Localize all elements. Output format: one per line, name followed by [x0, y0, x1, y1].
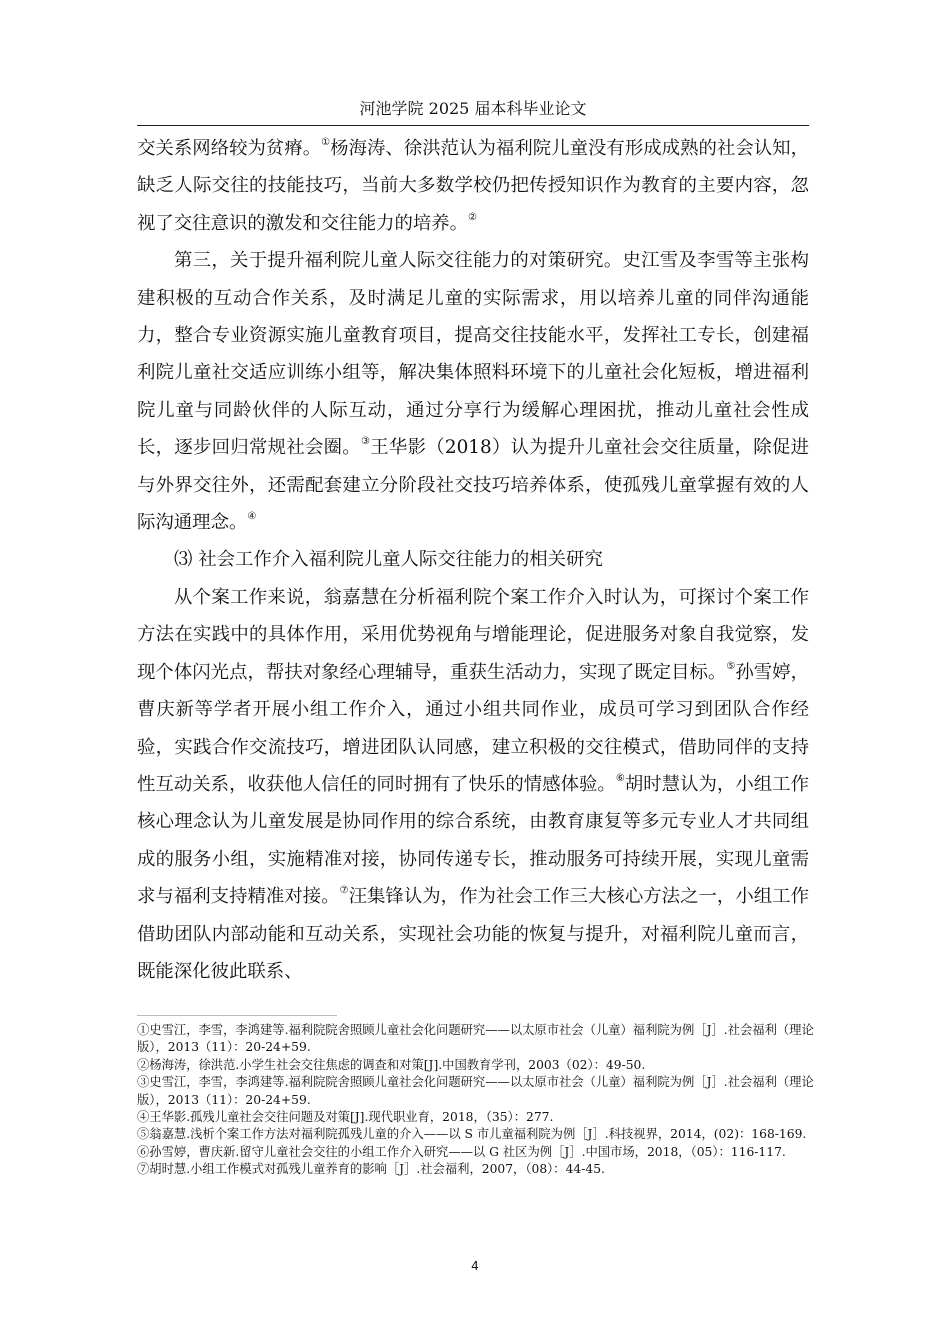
footnote-ref-3[interactable]: ③ [360, 436, 371, 448]
paragraph-3 [137, 579, 809, 990]
paragraph-1-text-a: 交关系网络较为贫瘠。 [137, 138, 322, 159]
footnote-2: ②杨海涛，徐洪范.小学生社会交往焦虑的调查和对策[J].中国教育学刊，2003（02）：49-50. [137, 1057, 646, 1072]
header-rule [137, 125, 809, 126]
footnote-ref-7[interactable]: ⑦ [339, 885, 349, 897]
footnote-ref-4[interactable]: ④ [247, 511, 257, 523]
footnote-ref-2[interactable]: ② [468, 211, 478, 223]
running-header: 河池学院 2025 届本科毕业论文 [359, 99, 587, 118]
footnote-7: ⑦胡时慧.小组工作模式对孤残儿童养育的影响［J］.社会福利，2007，（08）：44-45. [137, 1162, 605, 1177]
footnote-ref-5[interactable]: ⑤ [726, 660, 736, 672]
footnote-ref-1[interactable]: ① [321, 137, 331, 148]
paragraph-2-text-b: 王华影（2018）认为提升儿童社会交往质量，除促进与外界交往外，还需配套建立分阶段社交技巧培养体系，使孤残儿童掌握有效的人际沟通理念。 [137, 437, 809, 534]
paragraph-3-text-d: 汪集锋认为，作为社会工作三大核心方法之一，小组工作借助团队内部动能和互动关系，实现社会功能的恢复与提升，对福利院儿童而言，既能深化彼此联系、 [137, 886, 809, 982]
paragraph-3-text-b: 孙雪婷，曹庆新等学者开展小组工作介入，通过小组共同作业，成员可学习到团队合作经验，实践合作交流技巧，增进团队认同感，建立积极的交往模式，借助同伴的支持性互动关系，收获他人信任的同时拥有了快乐的情感体验。 [137, 661, 809, 795]
footnote-1: ①史雪江，李雪，李鸿建等.福利院院舍照顾儿童社会化问题研究——以太原市社会（儿童）福利院为例［J］.社会福利（理论版），2013（11）：20-24+59. [137, 1023, 814, 1055]
paragraph-1 [137, 130, 809, 242]
paragraph-2 [137, 242, 809, 541]
section-subheading: ⑶ 社会工作介入福利院儿童人际交往能力的相关研究 [174, 549, 603, 571]
paragraph-3-text-a: 从个案工作来说，翁嘉慧在分析福利院个案工作介入时认为，可探讨个案工作方法在实践中的具体作用，采用优势视角与增能理论，促进服务对象自我觉察，发现个体闪光点，帮扶对象经心理辅导，重获生活动力，实现了既定目标。 [137, 586, 809, 683]
paragraph-1-text-b: 杨海涛、徐洪范认为福利院儿童没有形成成熟的社会认知，缺乏人际交往的技能技巧，当前大多数学校仍把传授知识作为教育的主要内容，忽视了交往意识的激发和交往能力的培养。 [137, 138, 809, 234]
paragraph-2-text-a: 第三，关于提升福利院儿童人际交往能力的对策研究。史江雪及李雪等主张构建积极的互动合作关系，及时满足儿童的实际需求，用以培养儿童的同伴沟通能力，整合专业资源实施儿童教育项目，提高交往技能水平，发挥社工专长，创建福利院儿童社交适应训练小组等，解决集体照料环境下的儿童社会化短板，增进福利院儿童与同龄伙伴的人际互动，通过分享行为缓解心理困扰，推动儿童社会性成长，逐步回归常规社会圈。 [137, 250, 809, 459]
page-number: 4 [471, 1259, 479, 1273]
footnote-separator [137, 1015, 337, 1016]
footnote-ref-6[interactable]: ⑥ [615, 772, 625, 784]
footnote-5: ⑤翁嘉慧.浅析个案工作方法对福利院孤残儿童的介入——以 S 市儿童福利院为例［J］.科技视界，2014，(02)：168-169. [137, 1127, 807, 1142]
paragraph-3-text-c: 胡时慧认为，小组工作核心理念认为儿童发展是协同作用的综合系统，由教育康复等多元专业人才共同组成的服务小组，实施精准对接，协同传递专长，推动服务可持续开展，实现儿童需求与福利支持精准对接。 [137, 773, 809, 908]
body-text [137, 130, 809, 990]
footnote-6: ⑥孙雪婷，曹庆新.留守儿童社会交往的小组工作介入研究——以 G 社区为例［J］.中国市场，2018，（05）：116-117. [137, 1144, 786, 1159]
footnotes [137, 1022, 817, 1179]
footnote-3: ③史雪江，李雪，李鸿建等.福利院院舍照顾儿童社会化问题研究——以太原市社会（儿童）福利院为例［J］.社会福利（理论版），2013（11）：20-24+59. [137, 1075, 814, 1107]
footnote-4: ④王华影.孤残儿童社会交往问题及对策[J].现代职业育，2018，（35）：277. [137, 1110, 554, 1125]
